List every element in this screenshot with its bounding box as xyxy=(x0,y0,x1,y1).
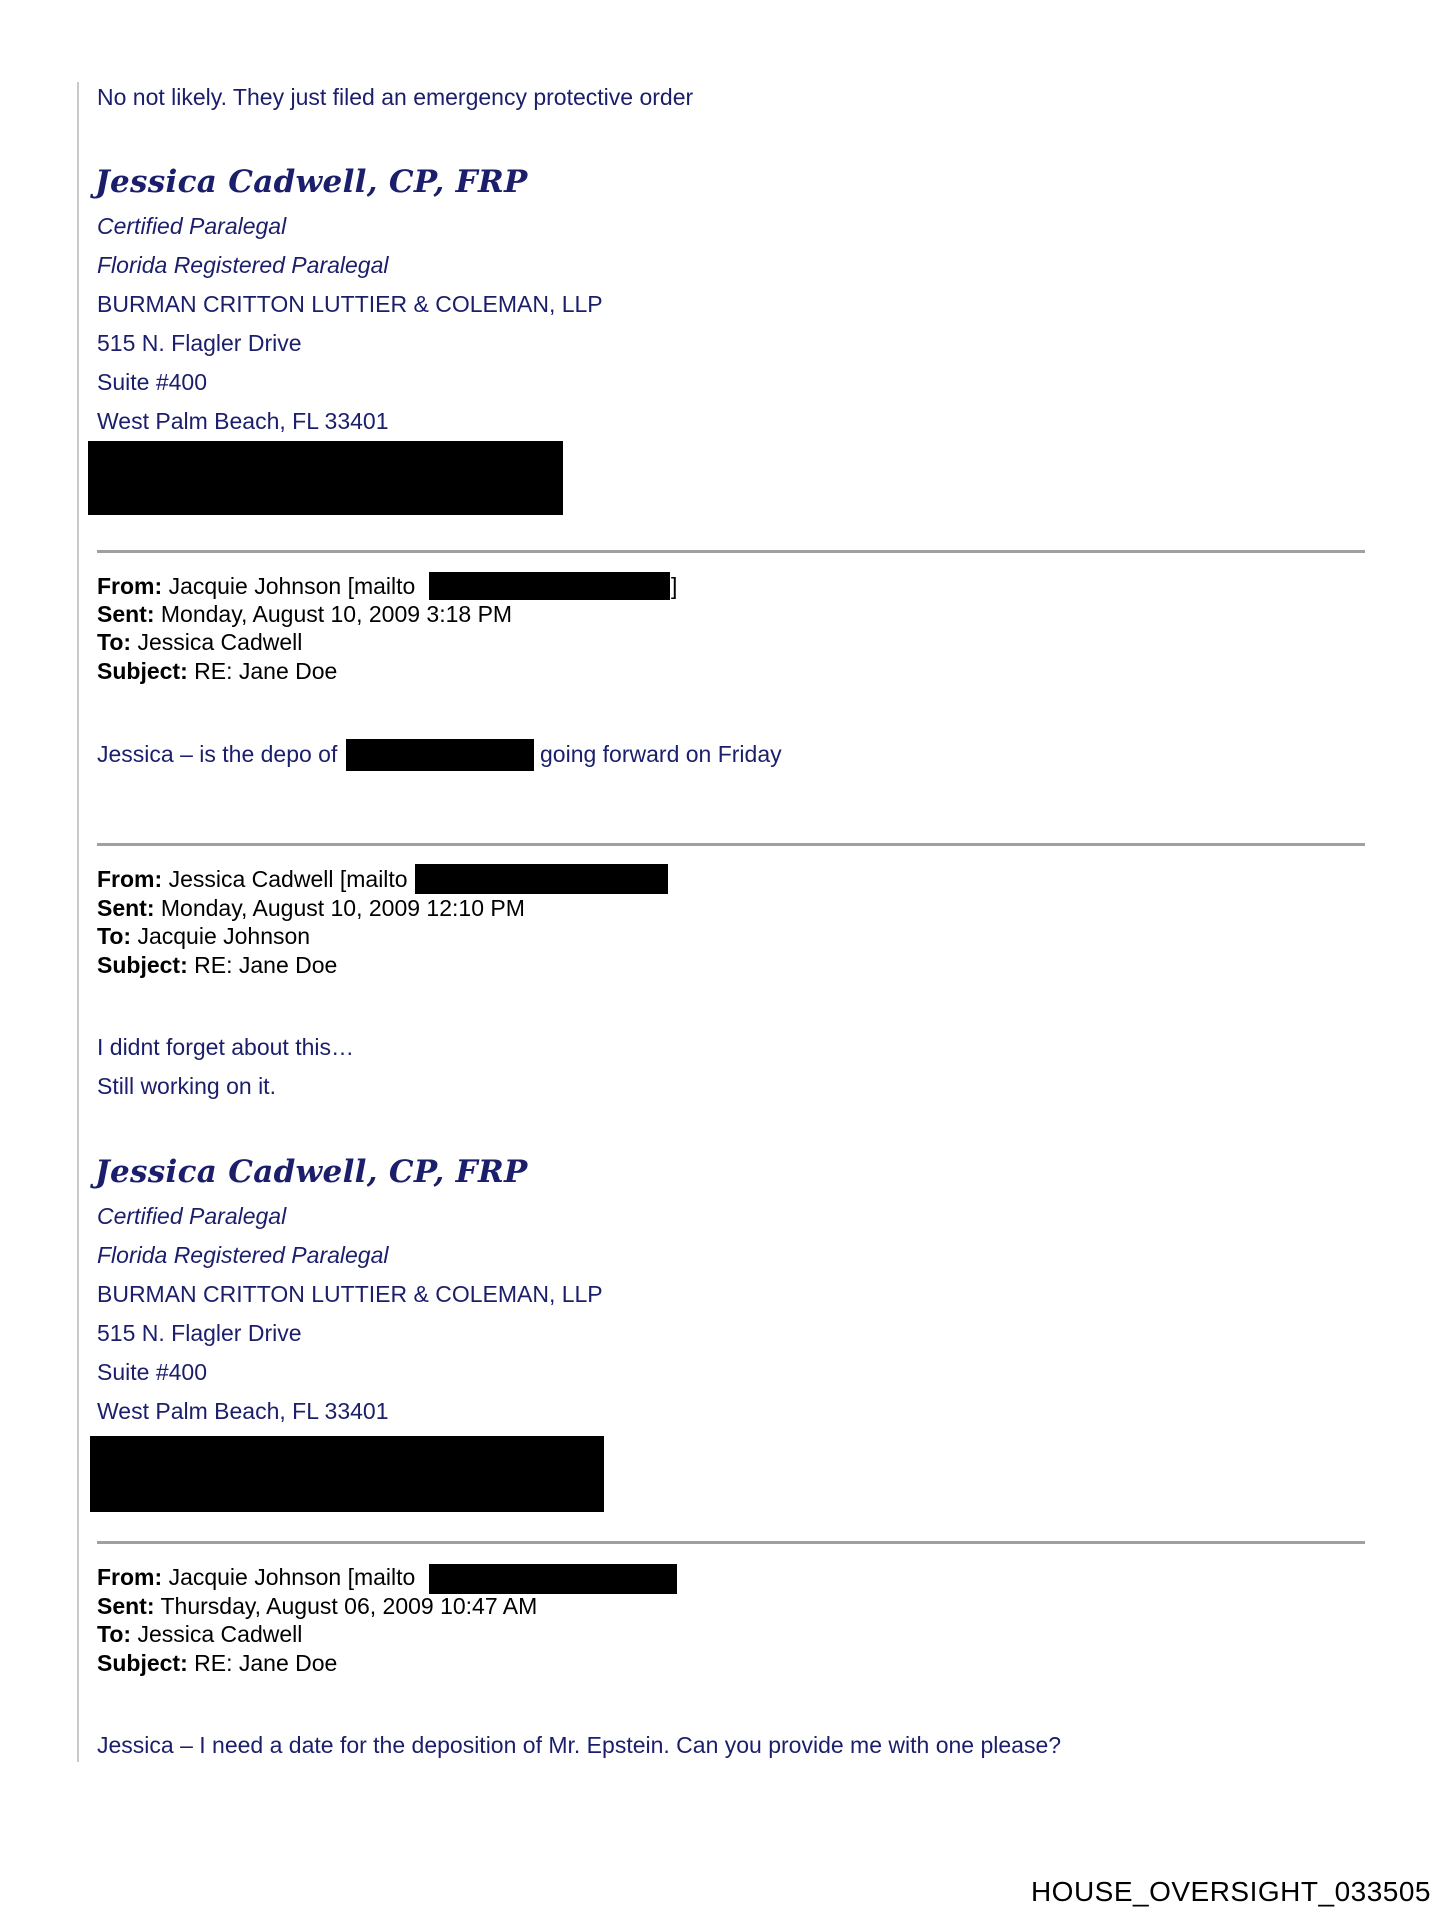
signature-name: Jessica Cadwell, CP, FRP xyxy=(95,164,528,200)
signature-city: West Palm Beach, FL 33401 xyxy=(97,408,389,434)
email-body-2-line-2: Still working on it. xyxy=(97,1073,276,1099)
signature-suite: Suite #400 xyxy=(97,1359,207,1385)
redaction-box xyxy=(346,739,534,771)
subject-line: Subject: RE: Jane Doe xyxy=(97,952,338,978)
from-close-bracket: ] xyxy=(671,573,678,599)
bates-number: HOUSE_OVERSIGHT_033505 xyxy=(1030,1876,1431,1907)
email-divider xyxy=(97,1541,1365,1544)
signature-firm: BURMAN CRITTON LUTTIER & COLEMAN, LLP xyxy=(97,1281,603,1307)
signature-city: West Palm Beach, FL 33401 xyxy=(97,1398,389,1424)
redaction-box xyxy=(415,864,668,894)
email-divider xyxy=(97,550,1365,553)
redaction-box xyxy=(88,441,563,515)
from-line: From: Jessica Cadwell [mailto xyxy=(97,866,408,892)
to-line: To: Jessica Cadwell xyxy=(97,1621,303,1647)
redaction-box xyxy=(90,1436,604,1512)
sent-line: Sent: Monday, August 10, 2009 3:18 PM xyxy=(97,601,513,627)
email-body-2-line-1: I didnt forget about this… xyxy=(97,1034,354,1060)
from-line: From: Jacquie Johnson [mailto xyxy=(97,573,416,599)
signature-title-1: Certified Paralegal xyxy=(97,1203,287,1229)
to-line: To: Jessica Cadwell xyxy=(97,629,303,655)
sent-line: Sent: Thursday, August 06, 2009 10:47 AM xyxy=(97,1593,538,1619)
signature-suite: Suite #400 xyxy=(97,369,207,395)
signature-firm: BURMAN CRITTON LUTTIER & COLEMAN, LLP xyxy=(97,291,603,317)
subject-line: Subject: RE: Jane Doe xyxy=(97,658,338,684)
email-body-1-start: Jessica – is the depo of xyxy=(97,741,338,767)
to-line: To: Jacquie Johnson xyxy=(97,923,311,949)
from-line: From: Jacquie Johnson [mailto xyxy=(97,1564,416,1590)
sent-line: Sent: Monday, August 10, 2009 12:10 PM xyxy=(97,895,525,921)
signature-street: 515 N. Flagler Drive xyxy=(97,1320,302,1346)
email-divider xyxy=(97,843,1365,846)
signature-title-1: Certified Paralegal xyxy=(97,213,287,239)
quote-margin-rule xyxy=(77,82,79,1762)
email-body-3: Jessica – I need a date for the deposition of Mr. Epstein. Can you provide me with one please? xyxy=(97,1732,1062,1758)
signature-title-2: Florida Registered Paralegal xyxy=(97,252,389,278)
redaction-box xyxy=(429,572,670,600)
subject-line: Subject: RE: Jane Doe xyxy=(97,1650,338,1676)
signature-title-2: Florida Registered Paralegal xyxy=(97,1242,389,1268)
email-body-1-end: going forward on Friday xyxy=(540,741,782,767)
signature-street: 515 N. Flagler Drive xyxy=(97,330,302,356)
redaction-box xyxy=(429,1564,677,1594)
signature-name: Jessica Cadwell, CP, FRP xyxy=(95,1154,528,1190)
top-reply-text: No not likely. They just filed an emergency protective order xyxy=(97,84,694,110)
